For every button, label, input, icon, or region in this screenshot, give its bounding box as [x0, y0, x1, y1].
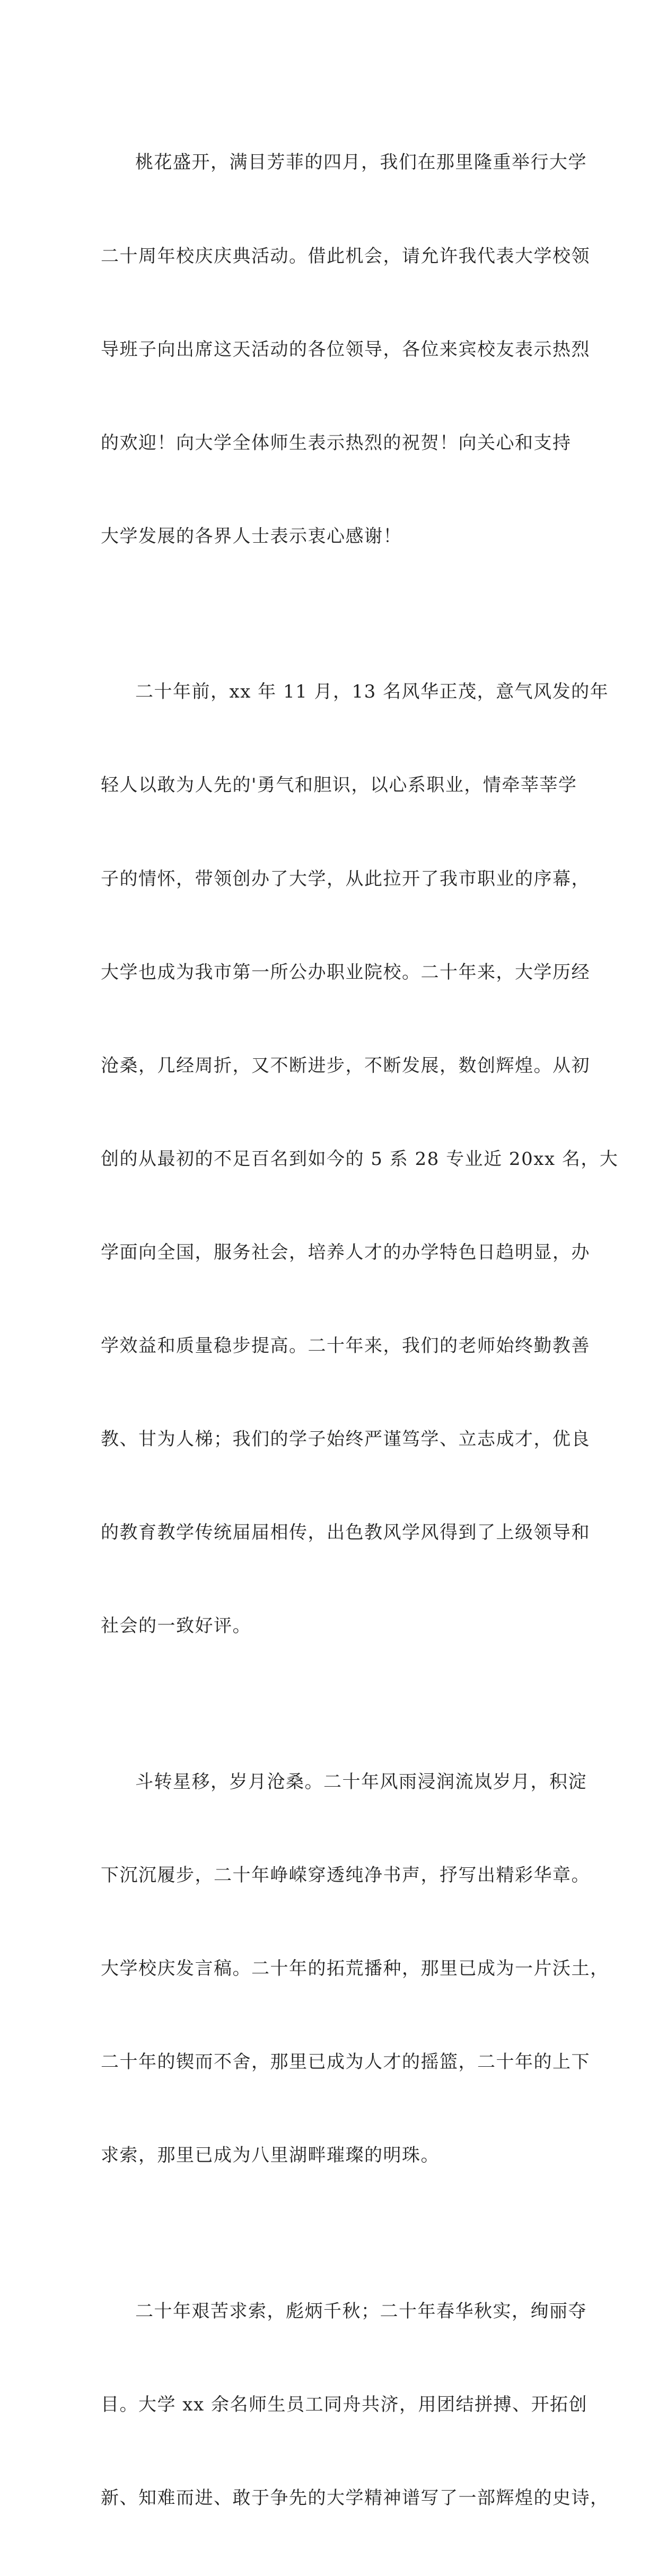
text-line: 创的从最初的不足百名到如今的 5 系 28 专业近 20xx 名，大: [101, 1148, 619, 1170]
text-line: 下沉沉履步，二十年峥嵘穿透纯净书声，抒写出精彩华章。: [101, 1865, 590, 1886]
text-line: 新、知难而进、敢于争先的大学精神谱写了一部辉煌的史诗，: [101, 2487, 609, 2509]
text-line: 大学校庆发言稿。二十年的拓荒播种，那里已成为一片沃土，: [101, 1958, 609, 1980]
text-line: 求索，那里已成为八里湖畔璀璨的明珠。: [101, 2145, 440, 2166]
paragraph-2: [101, 614, 619, 1704]
text-line: 大学发展的各界人士表示衷心感谢！: [101, 525, 402, 547]
text-line: 轻人以敢为人先的'勇气和胆识，以心系职业，情牵莘莘学: [101, 774, 577, 796]
paragraph-1: [101, 85, 590, 614]
text-line: 大学也成为我市第一所公办职业院校。二十年来，大学历经: [101, 961, 590, 983]
text-line: 二十年前，xx 年 11 月，13 名风华正茂，意气风发的年: [135, 681, 609, 703]
paragraph-4: [101, 2234, 609, 2576]
text-line: 教、甘为人梯；我们的学子始终严谨笃学、立志成才，优良: [101, 1429, 590, 1450]
text-line: 导班子向出席这天活动的各位领导，各位来宾校友表示热烈: [101, 338, 590, 360]
text-line: 学面向全国，服务社会，培养人才的办学特色日趋明显，办: [101, 1242, 590, 1264]
text-line: 二十年艰苦求索，彪炳千秋；二十年春华秋实，绚丽夺: [135, 2300, 587, 2322]
text-line: 子的情怀，带领创办了大学，从此拉开了我市职业的序幕，: [101, 868, 590, 890]
document-body: [101, 85, 619, 2576]
text-line: 二十周年校庆庆典活动。借此机会，请允许我代表大学校领: [101, 245, 590, 267]
text-line: 桃花盛开，满目芳菲的四月，我们在那里隆重举行大学: [135, 152, 587, 173]
paragraph-3: [101, 1704, 609, 2234]
text-line: 斗转星移，岁月沧桑。二十年风雨浸润流岚岁月，积淀: [135, 1771, 587, 1792]
text-line: 社会的一致好评。: [101, 1615, 251, 1637]
text-line: 沧桑，几经周折，又不断进步，不断发展，数创辉煌。从初: [101, 1055, 590, 1076]
text-line: 目。大学 xx 余名师生员工同舟共济，用团结拼搏、开拓创: [101, 2394, 587, 2416]
text-line: 的教育教学传统届届相传，出色教风学风得到了上级领导和: [101, 1522, 590, 1544]
text-line: 二十年的锲而不舍，那里已成为人才的摇篮，二十年的上下: [101, 2051, 590, 2073]
text-line: 学效益和质量稳步提高。二十年来，我们的老师始终勤教善: [101, 1335, 590, 1357]
text-line: 的欢迎！向大学全体师生表示热烈的祝贺！向关心和支持: [101, 432, 572, 454]
